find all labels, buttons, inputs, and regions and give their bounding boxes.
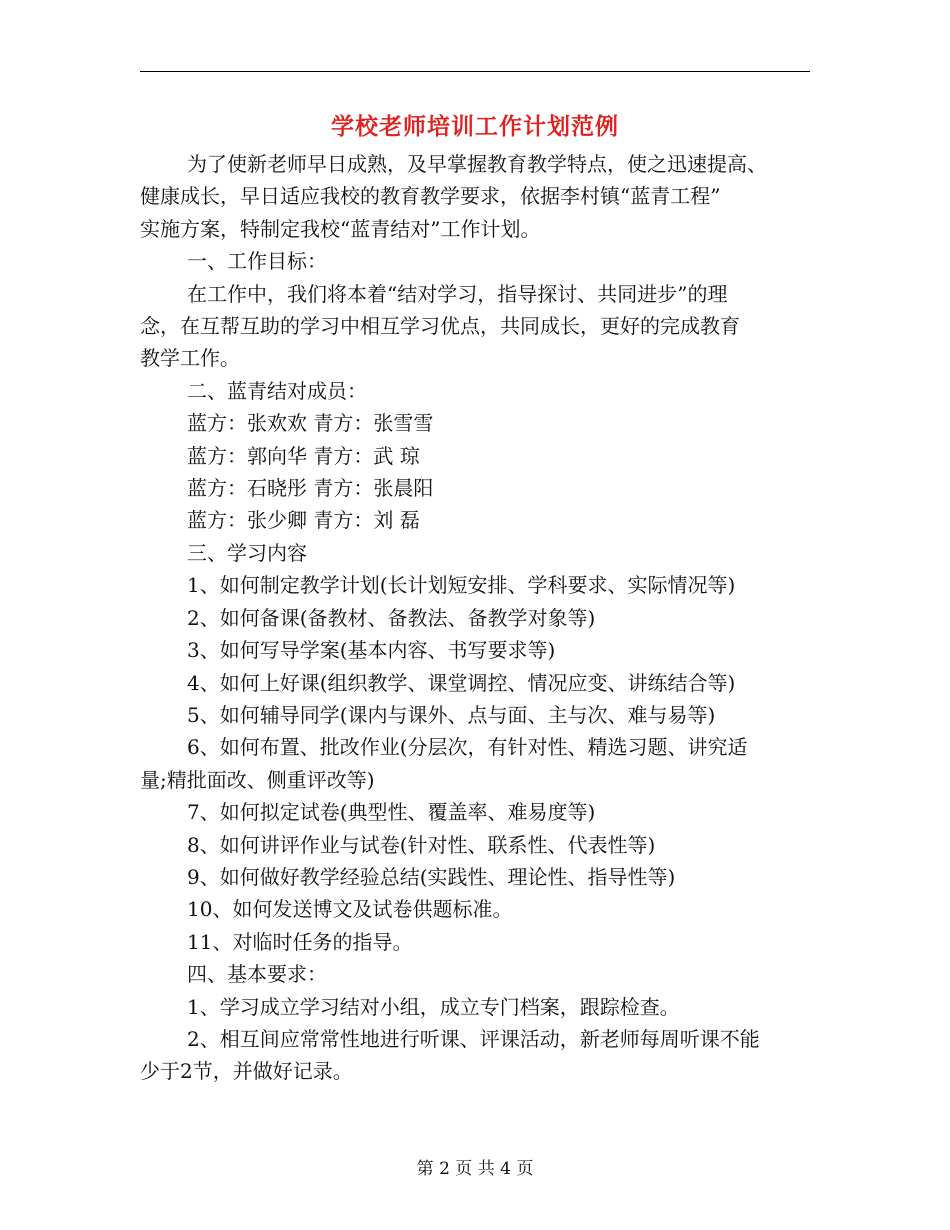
section-heading-content: 三、学习内容 [187, 540, 307, 565]
body-line: 念，在互帮互助的学习中相互学习优点，共同成长，更好的完成教育 [140, 314, 740, 339]
list-item-continuation: 少于2节，并做好记录。 [140, 1059, 353, 1084]
list-item: 8、如何讲评作业与试卷(针对性、联系性、代表性等) [187, 832, 656, 857]
list-item: 11、对临时任务的指导。 [187, 929, 413, 954]
section-heading-members: 二、蓝青结对成员： [187, 378, 367, 403]
member-pair: 蓝方：郭向华 青方：武 琼 [187, 443, 420, 468]
list-item: 9、如何做好教学经验总结(实践性、理论性、指导性等) [187, 864, 676, 889]
document-body [140, 148, 810, 1088]
list-item: 1、学习成立学习结对小组，成立专门档案，跟踪检查。 [187, 994, 680, 1019]
member-pair: 蓝方：石晓彤 青方：张晨阳 [187, 476, 434, 501]
body-line: 教学工作。 [140, 346, 240, 371]
member-pair: 蓝方：张欢欢 青方：张雪雪 [187, 411, 434, 436]
list-item: 10、如何发送博文及试卷供题标准。 [187, 897, 513, 922]
document-title: 学校老师培训工作计划范例 [331, 113, 619, 140]
body-line: 在工作中，我们将本着“结对学习，指导探讨、共同进步”的理 [187, 281, 728, 306]
list-item-continuation: 量;精批面改、侧重评改等) [140, 767, 375, 792]
list-item: 3、如何写导学案(基本内容、书写要求等) [187, 638, 556, 663]
member-pair: 蓝方：张少卿 青方：刘 磊 [187, 508, 420, 533]
page-number: 第 2 页 共 4 页 [416, 1159, 534, 1179]
header-rule [140, 71, 810, 72]
section-heading-goals: 一、工作目标： [187, 249, 327, 274]
list-item: 7、如何拟定试卷(典型性、覆盖率、难易度等) [187, 800, 596, 825]
list-item: 2、如何备课(备教材、备教法、备教学对象等) [187, 605, 596, 630]
list-item: 4、如何上好课(组织教学、课堂调控、情况应变、讲练结合等) [187, 670, 736, 695]
list-item: 5、如何辅导同学(课内与课外、点与面、主与次、难与易等) [187, 702, 716, 727]
body-line: 实施方案，特制定我校“蓝青结对”工作计划。 [140, 216, 541, 241]
body-line: 为了使新老师早日成熟，及早掌握教育教学特点，使之迅速提高、 [187, 152, 767, 176]
section-heading-requirements: 四、基本要求： [187, 962, 327, 987]
list-item: 1、如何制定教学计划(长计划短安排、学科要求、实际情况等) [187, 573, 736, 598]
list-item: 6、如何布置、批改作业(分层次，有针对性、精选习题、讲究适 [187, 735, 748, 760]
body-line: 健康成长，早日适应我校的教育教学要求，依据李村镇“蓝青工程” [140, 184, 721, 209]
list-item: 2、相互间应常常性地进行听课、评课活动，新老师每周听课不能 [187, 1026, 760, 1051]
